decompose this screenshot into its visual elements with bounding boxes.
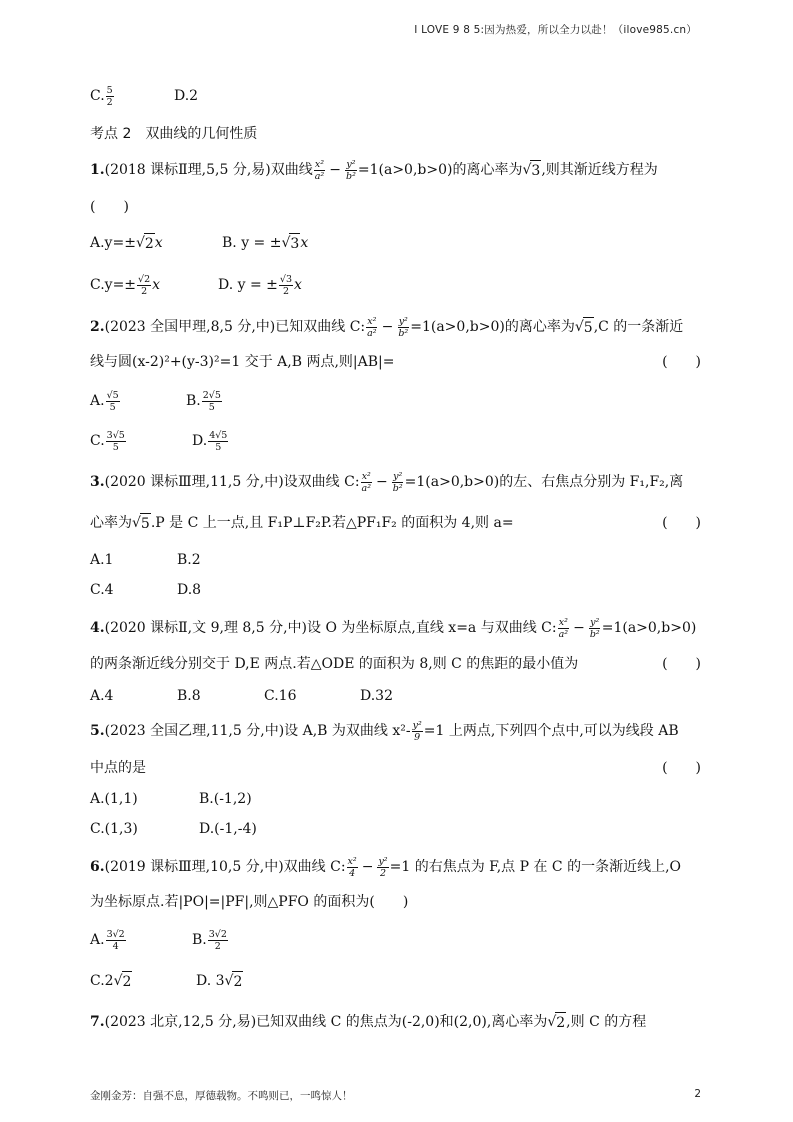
option-c: C.4 bbox=[90, 582, 114, 598]
prev-question-options bbox=[90, 86, 198, 106]
radicand: 2 bbox=[144, 233, 155, 254]
sqrt-symbol: √ bbox=[224, 973, 234, 989]
option-label: D. y = ± bbox=[218, 277, 278, 293]
frac-num: 2√5 bbox=[202, 389, 221, 401]
radicand: 5 bbox=[140, 513, 151, 534]
frac-den: 2 bbox=[380, 867, 387, 879]
question-text: .P 是 C 上一点,且 F₁P⊥F₂P.若△PF₁F₂ 的面积为 4,则 a= bbox=[150, 515, 514, 531]
option-label: B. y = ± bbox=[222, 235, 282, 251]
fraction bbox=[347, 856, 358, 879]
minus-sign: − bbox=[361, 859, 374, 875]
q5-options-row1 bbox=[90, 789, 252, 809]
question-number: 6. bbox=[90, 859, 105, 875]
question-5 bbox=[90, 721, 679, 741]
option-d bbox=[218, 274, 302, 297]
q2-options-row1 bbox=[90, 391, 223, 411]
option-c: C.16 bbox=[264, 688, 297, 704]
minus-sign: − bbox=[381, 319, 394, 335]
frac-num: x² bbox=[367, 315, 377, 327]
frac-den: a² bbox=[314, 170, 325, 182]
question-text: =1(a>0,b>0)的离心率为 bbox=[410, 319, 575, 335]
answer-paren: ( ) bbox=[662, 760, 701, 776]
option-label: A. bbox=[90, 393, 105, 409]
question-text: (2023 全国乙理,11,5 分,中)设 A,B 为双曲线 x²- bbox=[104, 723, 411, 739]
question-2-line2: 线与圆(x-2)²+(y-3)²=1 交于 A,B 两点,则|AB|= bbox=[90, 354, 395, 370]
radicand: 3 bbox=[530, 160, 541, 181]
frac-num: y² bbox=[398, 315, 408, 327]
frac-den: 2 bbox=[282, 285, 289, 297]
fraction bbox=[392, 471, 404, 494]
variable: x bbox=[300, 235, 309, 251]
answer-paren: ( ) bbox=[90, 199, 129, 215]
question-text: (2020 课标Ⅲ理,11,5 分,中)设双曲线 C: bbox=[104, 474, 360, 490]
radicand: 2 bbox=[232, 971, 243, 992]
question-text: =1(a>0,b>0) bbox=[601, 620, 697, 636]
minus-sign: − bbox=[573, 620, 585, 636]
frac-den: 4 bbox=[349, 867, 356, 879]
variable: x bbox=[154, 235, 163, 251]
frac-den: b² bbox=[345, 170, 356, 182]
frac-den: b² bbox=[392, 482, 403, 494]
option-d: D.32 bbox=[360, 688, 393, 704]
question-number: 4. bbox=[90, 620, 105, 636]
sqrt-symbol: √ bbox=[281, 235, 291, 251]
option-b bbox=[222, 233, 308, 254]
option-b bbox=[192, 929, 229, 952]
question-7 bbox=[90, 1012, 646, 1032]
frac-num: 3√5 bbox=[106, 429, 125, 441]
sqrt-symbol: √ bbox=[132, 515, 141, 531]
option-c bbox=[90, 430, 192, 453]
q2-options-row2 bbox=[90, 431, 229, 451]
q1-options-row1 bbox=[90, 233, 308, 253]
fraction bbox=[377, 856, 388, 879]
option-d: D.2 bbox=[174, 88, 199, 104]
frac-num: x² bbox=[361, 470, 371, 482]
option-label: D. bbox=[192, 433, 208, 449]
question-text: (2020 课标Ⅱ,文 9,理 8,5 分,中)设 O 为坐标原点,直线 x=a 与双曲线 C: bbox=[104, 620, 557, 636]
fraction bbox=[208, 929, 228, 952]
variable: x bbox=[152, 277, 161, 293]
radicand: 2 bbox=[555, 1012, 566, 1033]
frac-den: 9 bbox=[414, 731, 421, 743]
option-label: D. 3 bbox=[196, 973, 225, 989]
option-a bbox=[90, 233, 222, 254]
question-text: =1(a>0,b>0)的左、右焦点分别为 F₁,F₂,离 bbox=[404, 474, 684, 490]
option-d bbox=[192, 430, 229, 453]
frac-num: y² bbox=[590, 616, 600, 628]
q3-options-row1 bbox=[90, 550, 201, 570]
option-a bbox=[90, 390, 186, 413]
fraction bbox=[208, 430, 228, 453]
question-text: ,C 的一条渐近 bbox=[593, 319, 684, 335]
minus-sign: − bbox=[329, 162, 341, 178]
fraction bbox=[345, 159, 357, 182]
option-label: A.y=± bbox=[90, 235, 136, 251]
option-b bbox=[186, 390, 223, 413]
frac-num: 5 bbox=[106, 84, 113, 96]
option-b: B.2 bbox=[177, 552, 201, 568]
option-b: B.(-1,2) bbox=[199, 791, 252, 807]
frac-num: √3 bbox=[279, 273, 293, 285]
question-number: 5. bbox=[90, 723, 105, 739]
fraction bbox=[361, 471, 372, 494]
option-d: D.(-1,-4) bbox=[199, 821, 257, 837]
option-c: C.(1,3) bbox=[90, 821, 138, 837]
frac-num: 3√2 bbox=[208, 928, 227, 940]
option-label: C. bbox=[90, 88, 105, 104]
question-number: 1. bbox=[90, 162, 105, 178]
frac-den: 2 bbox=[141, 285, 148, 297]
question-text: ,则其渐近线方程为 bbox=[541, 162, 658, 178]
frac-num: x² bbox=[347, 855, 357, 867]
fraction bbox=[589, 617, 601, 640]
page-header: I LOVE 9 8 5:因为热爱，所以全力以赴！（ilove985.cn） bbox=[414, 24, 697, 36]
radicand: 5 bbox=[583, 317, 594, 338]
fraction bbox=[397, 316, 409, 339]
question-number: 7. bbox=[90, 1014, 105, 1030]
option-label: A. bbox=[90, 932, 105, 948]
frac-den: 2 bbox=[214, 940, 221, 952]
answer-paren: ( ) bbox=[662, 656, 701, 672]
q1-options-row2 bbox=[90, 275, 302, 295]
question-number: 3. bbox=[90, 474, 105, 490]
minus-sign: − bbox=[376, 474, 388, 490]
page-number: 2 bbox=[694, 1088, 701, 1100]
question-6 bbox=[90, 857, 681, 877]
option-b: B.8 bbox=[177, 688, 201, 704]
frac-den: 2 bbox=[106, 96, 113, 108]
frac-num: y² bbox=[412, 719, 422, 731]
option-label: B. bbox=[192, 932, 207, 948]
question-text: =1 上两点,下列四个点中,可以为线段 AB bbox=[423, 723, 679, 739]
frac-num: y² bbox=[393, 470, 403, 482]
option-label: C.y=± bbox=[90, 277, 137, 293]
frac-num: √2 bbox=[138, 273, 151, 285]
answer-paren: ( ) bbox=[662, 515, 701, 531]
frac-den: b² bbox=[398, 327, 409, 339]
question-2 bbox=[90, 317, 683, 337]
frac-den: 5 bbox=[109, 401, 116, 413]
answer-paren: ( ) bbox=[662, 354, 701, 370]
question-text: ,则 C 的方程 bbox=[566, 1014, 647, 1030]
option-label: B. bbox=[186, 393, 201, 409]
fraction bbox=[314, 159, 325, 182]
question-3 bbox=[90, 472, 683, 492]
question-3-line2 bbox=[90, 513, 514, 533]
frac-den: b² bbox=[589, 628, 600, 640]
question-4 bbox=[90, 618, 696, 638]
question-text: (2023 北京,12,5 分,易)已知双曲线 C 的焦点为(-2,0)和(2,0),离心率为 bbox=[104, 1014, 548, 1030]
question-number: 2. bbox=[90, 319, 105, 335]
frac-num: y² bbox=[378, 855, 388, 867]
footer-motto: 金刚金芳：自强不息，厚德载物。不鸣则已，一鸣惊人！ bbox=[90, 1090, 353, 1102]
sqrt-symbol: √ bbox=[547, 1014, 557, 1030]
option-label: C.2 bbox=[90, 973, 114, 989]
question-1 bbox=[90, 160, 658, 180]
question-6-line2: 为坐标原点.若|PO|=|PF|,则△PFO 的面积为( ) bbox=[90, 894, 409, 910]
question-4-line2: 的两条渐近线分别交于 D,E 两点.若△ODE 的面积为 8,则 C 的焦距的最小值为 bbox=[90, 656, 579, 672]
frac-den: 5 bbox=[112, 441, 119, 453]
fraction bbox=[106, 390, 120, 413]
section-title: 考点 2 双曲线的几何性质 bbox=[90, 126, 258, 142]
option-a bbox=[90, 929, 192, 952]
fraction bbox=[412, 720, 423, 743]
frac-den: 4 bbox=[112, 940, 119, 952]
option-label: C. bbox=[90, 433, 105, 449]
frac-den: 5 bbox=[215, 441, 222, 453]
sqrt-symbol: √ bbox=[574, 319, 584, 335]
fraction bbox=[366, 316, 377, 339]
frac-num: 4√5 bbox=[209, 429, 228, 441]
frac-den: 5 bbox=[208, 401, 215, 413]
q6-options-row1 bbox=[90, 930, 229, 950]
question-text: 心率为 bbox=[90, 515, 132, 531]
fraction bbox=[202, 390, 222, 413]
fraction bbox=[137, 274, 151, 297]
frac-num: x² bbox=[558, 616, 568, 628]
question-text: (2023 全国甲理,8,5 分,中)已知双曲线 C: bbox=[104, 319, 366, 335]
fraction bbox=[558, 617, 569, 640]
option-d: D.8 bbox=[177, 582, 202, 598]
frac-den: a² bbox=[367, 327, 377, 339]
sqrt-symbol: √ bbox=[113, 973, 123, 989]
option-c bbox=[90, 85, 174, 108]
option-c bbox=[90, 971, 196, 992]
frac-num: √5 bbox=[106, 389, 119, 401]
option-a: A.4 bbox=[90, 688, 114, 704]
question-5-line2: 中点的是 bbox=[90, 760, 146, 776]
option-c bbox=[90, 274, 218, 297]
q3-options-row2 bbox=[90, 580, 201, 600]
frac-den: a² bbox=[558, 628, 569, 640]
frac-den: a² bbox=[361, 482, 372, 494]
q5-options-row2 bbox=[90, 819, 257, 839]
question-text: =1 的右焦点为 F,点 P 在 C 的一条渐近线上,O bbox=[389, 859, 682, 875]
frac-num: y² bbox=[346, 158, 356, 170]
radicand: 3 bbox=[289, 233, 300, 254]
variable: x bbox=[294, 277, 302, 293]
fraction bbox=[279, 274, 293, 297]
sqrt-symbol: √ bbox=[135, 235, 145, 251]
q6-options-row2 bbox=[90, 971, 243, 991]
option-d bbox=[196, 971, 243, 992]
question-text: (2019 课标Ⅲ理,10,5 分,中)双曲线 C: bbox=[104, 859, 346, 875]
option-a: A.(1,1) bbox=[90, 791, 138, 807]
fraction bbox=[106, 430, 126, 453]
fraction bbox=[106, 929, 126, 952]
fraction bbox=[106, 85, 114, 108]
sqrt-symbol: √ bbox=[522, 162, 532, 178]
frac-num: 3√2 bbox=[106, 928, 125, 940]
question-text: =1(a>0,b>0)的离心率为 bbox=[357, 162, 523, 178]
frac-num: x² bbox=[314, 158, 325, 170]
q4-options-row bbox=[90, 686, 393, 706]
option-a: A.1 bbox=[90, 552, 114, 568]
question-text: (2018 课标Ⅱ理,5,5 分,易)双曲线 bbox=[104, 162, 313, 178]
radicand: 2 bbox=[122, 971, 133, 992]
